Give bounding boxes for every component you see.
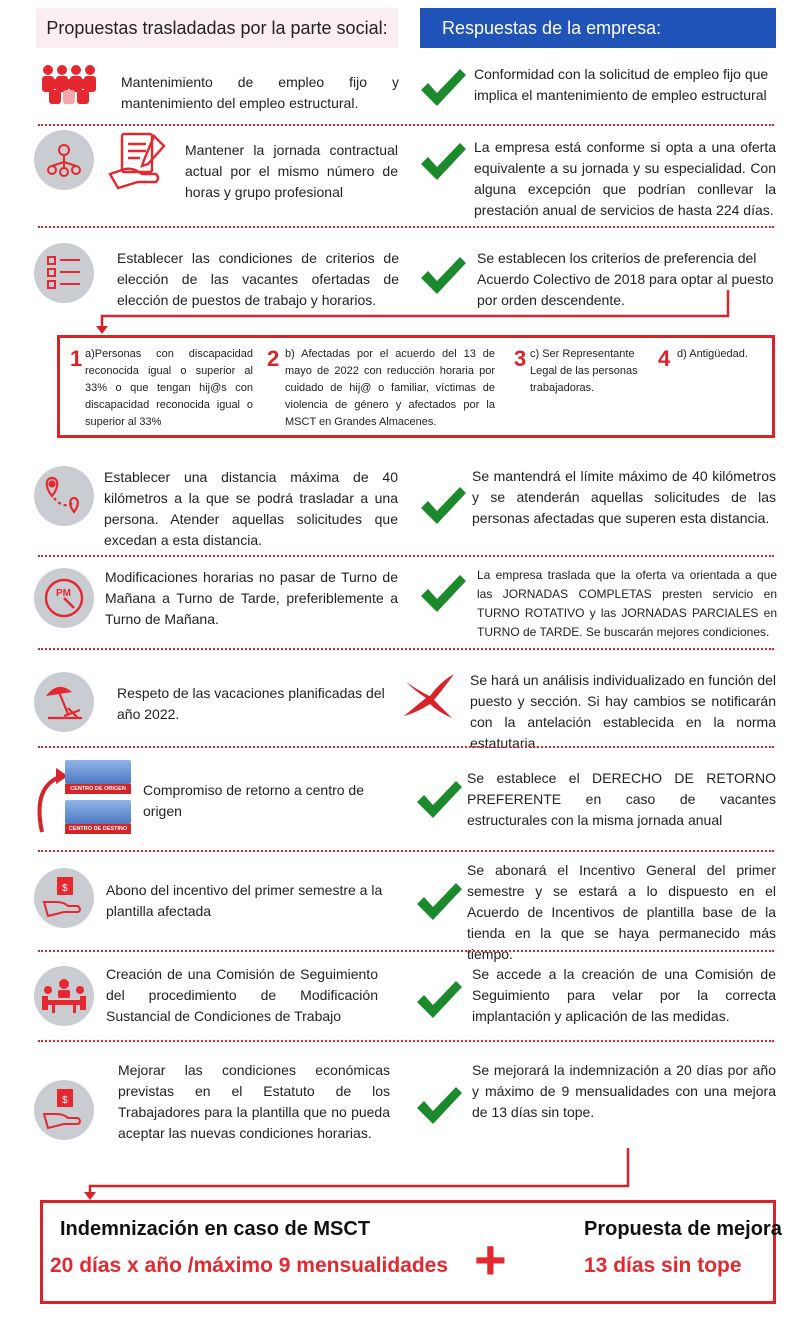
response-5: La empresa traslada que la oferta va orientada a que las JORNADAS COMPLETAS presten servicio en TURNO ROTATIVO y las JORNADAS PARCIALES en TURNO de TARDE. Se buscarán mejores condiciones. [477,568,777,639]
check-icon [418,572,468,616]
response-3: Se establecen los criterios de preferencia del Acuerdo Colectivo de 2018 para optar al puesto por orden descendente. [477,250,774,308]
money-hand-icon [34,1080,94,1140]
proposal-8: Abono del incentivo del primer semestre a la plantilla afectada [106,882,383,919]
svg-text:PM: PM [56,588,71,599]
proposal-3: Establecer las condiciones de criterios de elección de las vacantes ofertadas de elección de puestos de trabajo y horarios. [117,250,399,308]
money-hand-icon [34,868,94,928]
summary-right-title: Propuesta de mejora [584,1218,782,1240]
criterion-text: b) Afectadas por el acuerdo del 13 de mayo de 2022 con reducción horaria por cuidado de hij@ o familiar, víctimas de violencia de género y afectados por la MSCT en Grandes Almacenes. [285,348,495,428]
plus-sign: + [474,1228,507,1291]
return-arrow-icon [28,766,68,838]
summary-left-value: 20 días x año /máximo 9 mensualidades [50,1254,449,1277]
proposal-10: Mejorar las condiciones económicas previstas en el Estatuto de los Trabajadores para la plantilla que no pueda aceptar las nuevas condiciones horarias. [118,1062,390,1141]
criterion-text: d) Antigüedad. [677,348,748,360]
network-icon-bg [34,130,94,190]
separator [38,124,774,126]
destination-label: CENTRO DE DESTINO [65,824,131,834]
contract-icon [108,130,170,192]
people-icon [40,62,96,106]
meeting-icon-bg [34,966,94,1026]
criterion-text: a)Personas con discapacidad reconocida igual o superior al 33% o que tengan hij@s con discapacidad reconocida igual o superior al 33% [85,348,253,428]
response-1: Conformidad con la solicitud de empleo fijo que implica el mantenimiento de empleo estructural [474,66,769,103]
separator [38,746,774,748]
proposal-1: Mantenimiento de empleo fijo y mantenimiento del empleo estructural. [121,74,399,111]
criterion-text: c) Ser Representante Legal de las personas trabajadoras. [530,348,638,394]
cross-icon [400,672,458,720]
response-9: Se accede a la creación de una Comisión de Seguimiento para velar por la correcta implantación y aplicación de las medidas. [472,966,776,1024]
proposal-5: Modificaciones horarias no pasar de Turno de Mañana a Turno de Tarde, preferiblemente a Turno de Mañana. [105,569,398,627]
beach-icon [34,672,94,732]
money-hand-icon-bg [34,1080,94,1140]
response-6: Se hará un análisis individualizado en función del puesto y sección. Si hay cambios se notificarán con la antelación establecida en la norma estatutaria. [470,672,776,751]
meeting-icon [34,966,94,1026]
response-2: La empresa está conforme si opta a una oferta equivalente a su jornada y su especialidad. Con alguna excepción que podrían conllevar la prestación anual de servicios de hasta 224 días. [474,139,776,218]
proposal-9: Creación de una Comisión de Seguimiento del procedimiento de Modificación Sustancial de Condiciones de Trabajo [106,966,378,1024]
checklist-icon [34,243,94,303]
proposal-4: Establecer una distancia máxima de 40 kilómetros a la que se podrá trasladar a una persona. Atender aquellas solicitudes que excedan a esta distancia. [104,469,398,548]
response-4: Se mantendrá el límite máximo de 40 kilómetros y se atenderán aquellas solicitudes de las personas afectadas que superen esta distancia. [472,468,776,526]
separator [38,850,774,852]
response-7: Se establece el DERECHO DE RETORNO PREFERENTE en caso de vacantes estructurales con la misma jornada anual [467,770,776,828]
proposal-2: Mantener la jornada contractual actual por el mismo número de horas y grupo profesional [185,142,398,200]
criterion-number: 1 [70,346,83,371]
route-icon [34,466,94,526]
check-icon [414,778,464,822]
store-building-image [65,800,131,824]
route-icon-bg [34,466,94,526]
origin-label: CENTRO DE ORIGEN [65,784,131,794]
connector-arrow [90,290,730,335]
separator [38,1040,774,1042]
svg-text:$: $ [62,883,68,894]
check-icon [418,140,468,184]
separator [38,226,774,228]
proposals-header: Propuestas trasladadas por la parte social: [36,8,398,48]
clock-pm-icon [34,568,94,628]
check-icon [414,1084,464,1128]
separator [38,950,774,952]
proposal-7: Compromiso de retorno a centro de origen [143,782,364,819]
check-icon [418,484,468,528]
check-icon [414,880,464,924]
store-icon [65,760,131,834]
check-icon [418,66,468,110]
network-icon [34,130,94,190]
summary-box [40,1200,776,1304]
clock-pm-icon-bg [34,568,94,628]
checklist-icon-bg [34,243,94,303]
responses-header: Respuestas de la empresa: [420,8,776,48]
money-hand-icon-bg [34,868,94,928]
proposal-6: Respeto de las vacaciones planificadas del año 2022. [117,685,385,722]
svg-text:$: $ [62,1095,68,1106]
response-10: Se mejorará la indemnización a 20 días por año y máximo de 9 mensualidades con una mejora de 13 días sin tope. [472,1062,776,1120]
criterion-number: 4 [658,346,671,371]
separator [38,648,774,650]
beach-icon-bg [34,672,94,732]
summary-right-value: 13 días sin tope [584,1254,742,1277]
check-icon [414,978,464,1022]
summary-left-title: Indemnización en caso de MSCT [60,1218,371,1240]
connector-arrow [78,1148,638,1202]
response-8: Se abonará el Incentivo General del primer semestre y se estará a lo dispuesto en el Acuerdo de Incentivos de plantilla base de la tienda en la que se haya permanecido más tiempo. [467,862,776,962]
store-building-image [65,760,131,784]
criterion-number: 2 [267,346,280,371]
separator [38,555,774,557]
criterion-number: 3 [514,346,527,371]
